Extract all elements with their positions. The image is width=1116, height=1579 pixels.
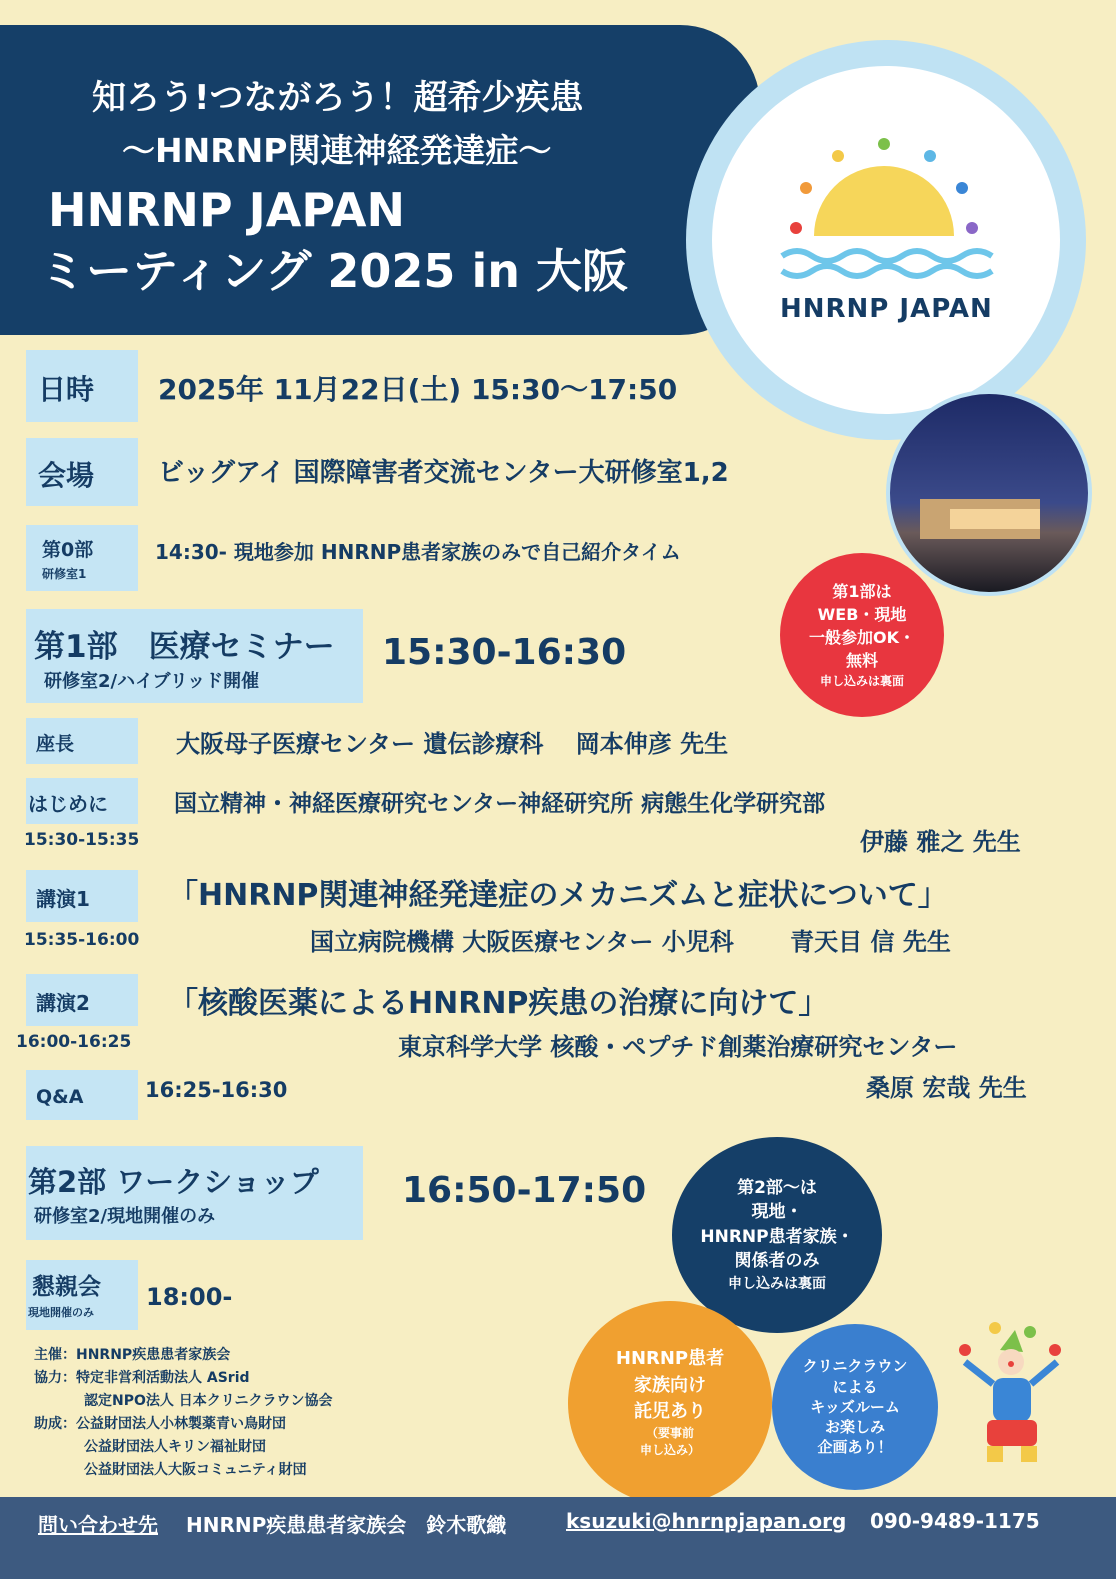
badge-childcare-note: 申し込み） xyxy=(639,1443,700,1458)
part1-label: 第1部 医療セミナー xyxy=(34,629,335,665)
part1-time: 15:30-16:30 xyxy=(382,632,627,673)
talk1-title: 「HNRNP関連神経発達症のメカニズムと症状について」 xyxy=(168,878,948,913)
badge-part2-note: 申し込みは裏面 xyxy=(728,1276,826,1293)
talk2-title: 「核酸医薬によるHNRNP疾患の治療に向けて」 xyxy=(168,986,829,1021)
qa-time: 16:25-16:30 xyxy=(145,1078,288,1102)
badge-kidsroom-line: による xyxy=(832,1377,878,1396)
badge-childcare-note: （要事前 xyxy=(645,1425,694,1440)
part1-label-box xyxy=(26,609,363,703)
part0-room: 研修室1 xyxy=(42,567,87,581)
intro-label-box xyxy=(26,778,138,824)
talk2-time: 16:00-16:25 xyxy=(16,1032,132,1052)
part2-room: 研修室2/現地開催のみ xyxy=(34,1206,216,1227)
badge-part1-line: 一般参加OK・ xyxy=(808,628,915,648)
intro-line1: 国立精神・神経医療研究センター神経研究所 病態生化学研究部 xyxy=(174,791,826,817)
badge-part1-line: WEB・現地 xyxy=(817,605,907,625)
chair-label: 座長 xyxy=(36,733,75,755)
chair-value: 大阪母子医療センター 遺伝診療科 岡本伸彦 先生 xyxy=(176,730,729,758)
venue-photo xyxy=(886,390,1092,596)
badge-part2-line: 第2部〜は xyxy=(737,1177,817,1198)
badge-part1-note: 申し込みは裏面 xyxy=(819,673,904,688)
social-time: 18:00- xyxy=(146,1283,233,1311)
title-line4: ミーティング 2025 in 大阪 xyxy=(40,244,628,298)
contact-phone: 090-9489-1175 xyxy=(870,1509,1040,1533)
title-line3: HNRNP JAPAN xyxy=(48,183,405,237)
title-line1: 知ろう!つながろう！超希少疾患 xyxy=(92,78,584,118)
talk2-affil: 東京科学大学 核酸・ペプチド創薬治療研究センター xyxy=(398,1033,958,1061)
badge-part2-line: 現地・ xyxy=(751,1202,803,1223)
contact-email-link[interactable]: ksuzuki@hnrnpjapan.org xyxy=(566,1509,847,1533)
logo xyxy=(712,66,1060,414)
badge-part2 xyxy=(672,1137,882,1333)
intro-line2: 伊藤 雅之 先生 xyxy=(860,828,1021,856)
social-label-box xyxy=(26,1260,138,1330)
org-grant1: 助成：公益財団法人小林製薬青い鳥財団 xyxy=(34,1416,286,1432)
badge-part1 xyxy=(780,553,944,717)
org-grant3: 公益財団法人大阪コミュニティ財団 xyxy=(84,1462,307,1478)
chair-label-box xyxy=(26,718,138,764)
part2-label-box xyxy=(26,1146,363,1240)
part0-value: 14:30- 現地参加 HNRNP患者家族のみで自己紹介タイム xyxy=(155,540,681,564)
badge-part1-line: 無料 xyxy=(845,651,878,671)
intro-label: はじめに xyxy=(28,792,108,816)
talk1-time: 15:35-16:00 xyxy=(24,930,140,950)
badge-childcare-line: 託児あり xyxy=(634,1400,706,1422)
intro-time: 15:30-15:35 xyxy=(24,830,140,850)
badge-kidsroom-line: お楽しみ xyxy=(824,1418,885,1437)
badge-kidsroom-line: 企画あり！ xyxy=(817,1438,893,1457)
org-grant2: 公益財団法人キリン福祉財団 xyxy=(84,1439,266,1455)
part1-room: 研修室2/ハイブリッド開催 xyxy=(44,671,260,692)
qa-label-box xyxy=(26,1070,138,1120)
badge-kidsroom-line: クリニクラウン xyxy=(802,1357,908,1376)
badge-childcare-line: 家族向け xyxy=(634,1374,706,1396)
date-value: 2025年 11月22日(土) 15:30〜17:50 xyxy=(158,373,678,406)
badge-kidsroom xyxy=(772,1324,938,1490)
badge-childcare-line: HNRNP患者 xyxy=(615,1348,725,1370)
talk2-label-box xyxy=(26,974,138,1026)
part0-label-box xyxy=(26,525,138,591)
logo-text: HNRNP JAPAN xyxy=(780,294,993,324)
org-host: 主催：HNRNP疾患患者家族会 xyxy=(34,1347,231,1363)
talk2-label: 講演2 xyxy=(36,991,90,1015)
date-label-box xyxy=(26,350,138,422)
contact-org: HNRNP疾患患者家族会 鈴木歌織 xyxy=(186,1513,507,1537)
qa-label: Q&A xyxy=(36,1086,84,1108)
social-label: 懇親会 xyxy=(32,1274,101,1300)
social-note: 現地開催のみ xyxy=(28,1306,94,1319)
talk1-speaker: 国立病院機構 大阪医療センター 小児科 青天目 信 先生 xyxy=(310,928,951,956)
badge-part1-line: 第1部は xyxy=(832,581,892,601)
sun-logo-icon xyxy=(712,66,1060,414)
part2-time: 16:50-17:50 xyxy=(402,1170,647,1211)
title-line2: 〜HNRNP関連神経発達症〜 xyxy=(122,131,552,170)
badge-childcare xyxy=(568,1301,772,1505)
org-coop2: 認定NPO法人 日本クリニクラウン協会 xyxy=(84,1393,333,1409)
badge-kidsroom-line: キッズルーム xyxy=(810,1397,900,1416)
org-coop1: 協力：特定非営利活動法人 ASrid xyxy=(34,1370,250,1386)
clown-juggler-icon xyxy=(945,1320,1085,1470)
talk2-speaker: 桑原 宏哉 先生 xyxy=(866,1074,1027,1102)
talk1-label-box xyxy=(26,870,138,922)
footer xyxy=(0,1497,1116,1579)
title-banner xyxy=(0,25,760,335)
talk1-label: 講演1 xyxy=(36,887,90,911)
part2-label: 第2部 ワークショップ xyxy=(28,1165,319,1199)
date-label: 日時 xyxy=(38,373,95,406)
contact-label: 問い合わせ先 xyxy=(38,1513,158,1537)
venue-label-box xyxy=(26,438,138,506)
badge-part2-line: HNRNP患者家族・ xyxy=(700,1226,854,1247)
venue-value: ビッグアイ 国際障害者交流センター大研修室1,2 xyxy=(158,458,729,488)
part0-label: 第0部 xyxy=(42,539,94,561)
badge-part2-line: 関係者のみ xyxy=(734,1251,820,1272)
venue-label: 会場 xyxy=(38,459,95,492)
